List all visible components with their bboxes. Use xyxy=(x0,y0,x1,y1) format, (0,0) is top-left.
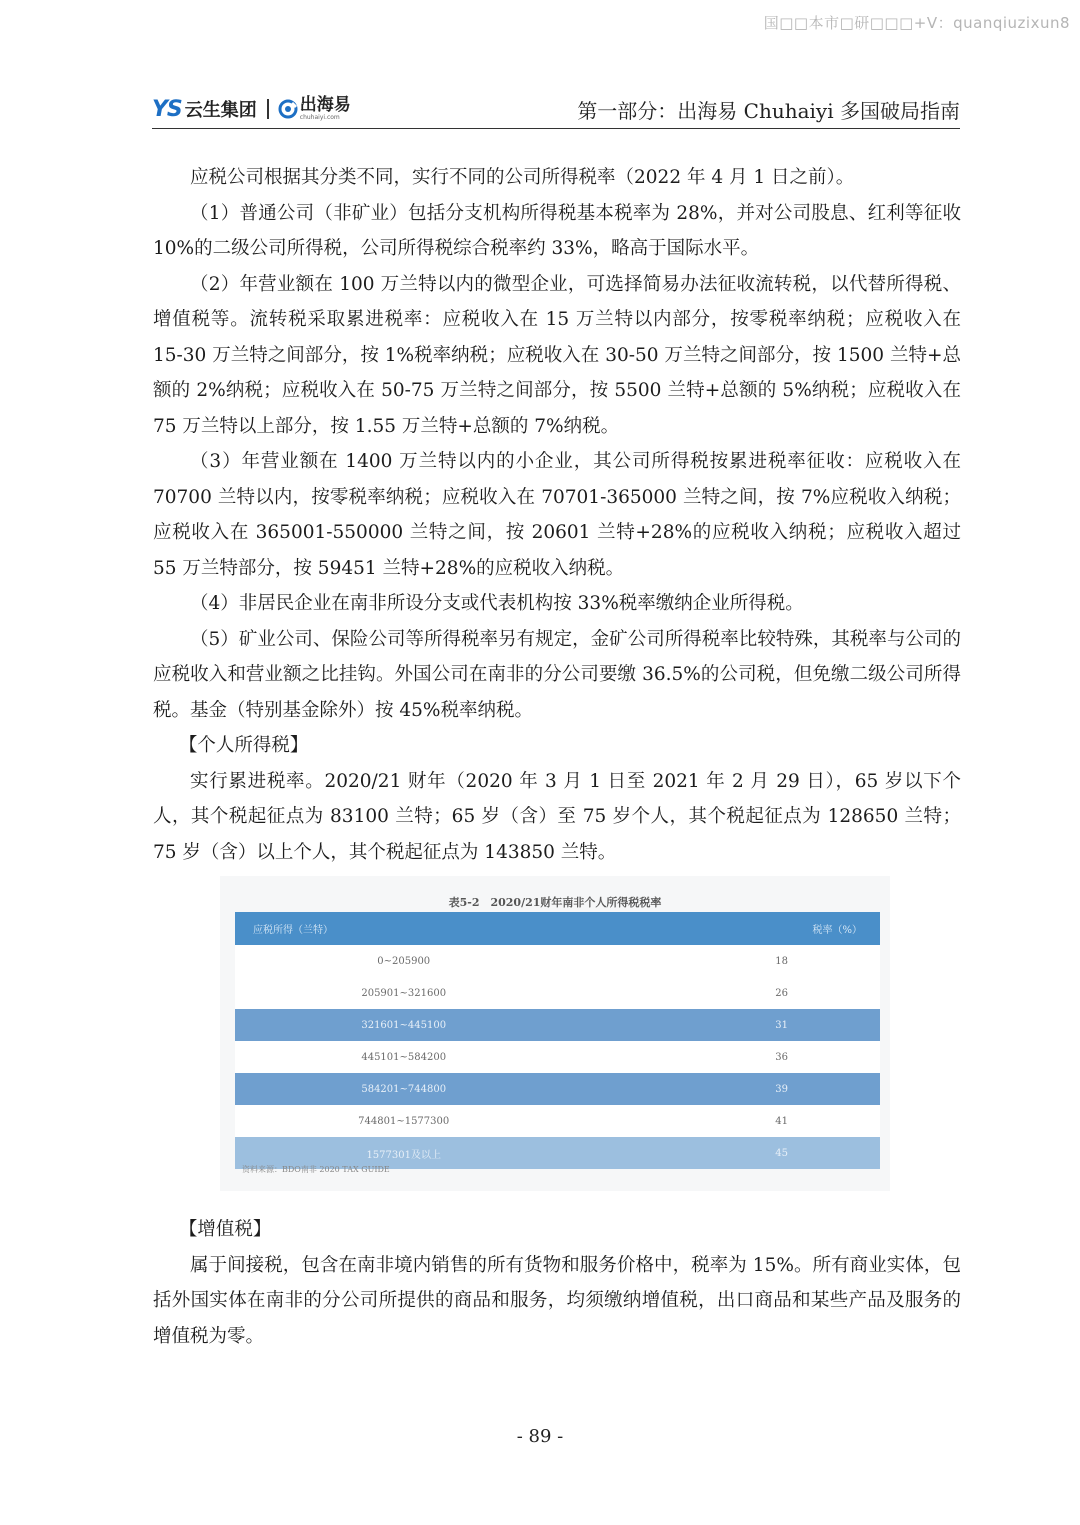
table-cell-rate: 18 xyxy=(572,945,880,977)
paragraph-vat: 属于间接税，包含在南非境内销售的所有货物和服务价格中，税率为 15%。所有商业实体，包括外国实体在南非的分公司所提供的商品和服务，均须缴纳增值税，出口商品和某些产品及服务的增值税为零。 xyxy=(153,1254,961,1347)
table-cell-rate: 45 xyxy=(572,1137,880,1169)
section-heading-vat: 【增值税】 xyxy=(178,1219,272,1240)
chuhaiyi-logo-icon xyxy=(278,99,298,119)
main-content xyxy=(153,160,961,870)
main-content-continued xyxy=(153,1212,961,1354)
paragraph-item-3: （3）年营业额在 1400 万兰特以内的小企业，其公司所得税按累进税率征收：应税收入在 70700 兰特以内，按零税率纳税；应税收入在 70701-365000 兰特之间，按 7%应税收入纳税；应税收入在 365001-550000 兰特之间，按 20601 兰特+28%的应税收入纳税；应税收入超过 55 万兰特部分，按 59451 兰特+28%的应税收入纳税。 xyxy=(153,451,961,579)
table-header-row xyxy=(235,912,880,945)
table-row xyxy=(235,1041,880,1073)
table-cell-range: 0~205900 xyxy=(235,945,572,977)
paragraph-item-4: （4）非居民企业在南非所设分支或代表机构按 33%税率缴纳企业所得税。 xyxy=(190,593,804,614)
table-cell-range: 321601~445100 xyxy=(235,1009,572,1041)
paragraph-item-1: （1）普通公司（非矿业）包括分支机构所得税基本税率为 28%，并对公司股息、红利等征收 10%的二级公司所得税，公司所得税综合税率约 33%，略高于国际水平。 xyxy=(153,202,961,259)
table-cell-range: 584201~744800 xyxy=(235,1073,572,1105)
table-cell-range: 445101~584200 xyxy=(235,1041,572,1073)
table-cell-rate: 31 xyxy=(572,1009,880,1041)
logo-divider xyxy=(267,99,269,119)
table-header-range: 应税所得（兰特） xyxy=(235,912,572,945)
table-cell-rate: 39 xyxy=(572,1073,880,1105)
ys-logo-mark: YS xyxy=(152,96,182,122)
chuhaiyi-logo-name: 出海易 xyxy=(299,95,351,115)
table-header-rate: 税率（%） xyxy=(572,912,880,945)
ys-logo-name: 云生集团 xyxy=(184,100,257,121)
table-cell-range: 1577301及以上 xyxy=(235,1137,572,1169)
table-caption: 表5-2 2020/21财年南非个人所得税税率 xyxy=(448,896,662,909)
header-title: 第一部分：出海易 Chuhaiyi 多国破局指南 xyxy=(577,99,960,123)
paragraph-item-2: （2）年营业额在 100 万兰特以内的微型企业，可选择简易办法征收流转税，以代替所得税、增值税等。流转税采取累进税率：应税收入在 15 万兰特以内部分，按零税率纳税；应税收入在 15-30 万兰特之间部分，按 1%税率纳税；应税收入在 30-50 万兰特之间部分，按 1500 兰特+总额的 2%纳税；应税收入在 50-75 万兰特之间部分，按 5500 兰特+总额的 5%纳税；应税收入在 75 万兰特以上部分，按 1.55 万兰特+总额的 7%纳税。 xyxy=(153,273,961,437)
table-row xyxy=(235,945,880,977)
table-cell-rate: 41 xyxy=(572,1105,880,1137)
table-cell-range: 205901~321600 xyxy=(235,977,572,1009)
logo-group xyxy=(152,96,351,122)
table-source: 资料来源：BDO南非 2020 TAX GUIDE xyxy=(242,1165,390,1174)
table-row xyxy=(235,977,880,1009)
table-cell-range: 744801~1577300 xyxy=(235,1105,572,1137)
table-row xyxy=(235,1073,880,1105)
table-cell-rate: 26 xyxy=(572,977,880,1009)
page-number: - 89 - xyxy=(516,1426,564,1447)
table-row xyxy=(235,1105,880,1137)
paragraph-intro: 应税公司根据其分类不同，实行不同的公司所得税率（2022 年 4 月 1 日之前）。 xyxy=(190,167,855,188)
paragraph-item-5: （5）矿业公司、保险公司等所得税率另有规定，金矿公司所得税率比较特殊，其税率与公司的应税收入和营业额之比挂钩。外国公司在南非的分公司要缴 36.5%的公司税，但免缴二级公司所得税。基金（特别基金除外）按 45%税率纳税。 xyxy=(153,628,961,721)
paragraph-personal-tax: 实行累进税率。2020/21 财年（2020 年 3 月 1 日至 2021 年 2 月 29 日），65 岁以下个人，其个税起征点为 83100 兰特；65 岁（含）至 75 岁个人，其个税起征点为 128650 兰特；75 岁（含）以上个人，其个税起征点为 143850 兰特。 xyxy=(153,770,961,863)
table-cell-rate: 36 xyxy=(572,1041,880,1073)
section-heading-personal-tax: 【个人所得税】 xyxy=(178,735,309,756)
tax-table-figure xyxy=(220,876,890,1191)
watermark: 国□□本市□研□□□+V：quanqiuzixun8 xyxy=(763,14,1070,32)
table-row xyxy=(235,1009,880,1041)
chuhaiyi-logo-domain: chuhaiyi.com xyxy=(299,114,340,121)
chuhaiyi-logo-text xyxy=(300,97,351,121)
tax-rate-table xyxy=(235,912,880,1169)
page-header xyxy=(152,88,960,129)
